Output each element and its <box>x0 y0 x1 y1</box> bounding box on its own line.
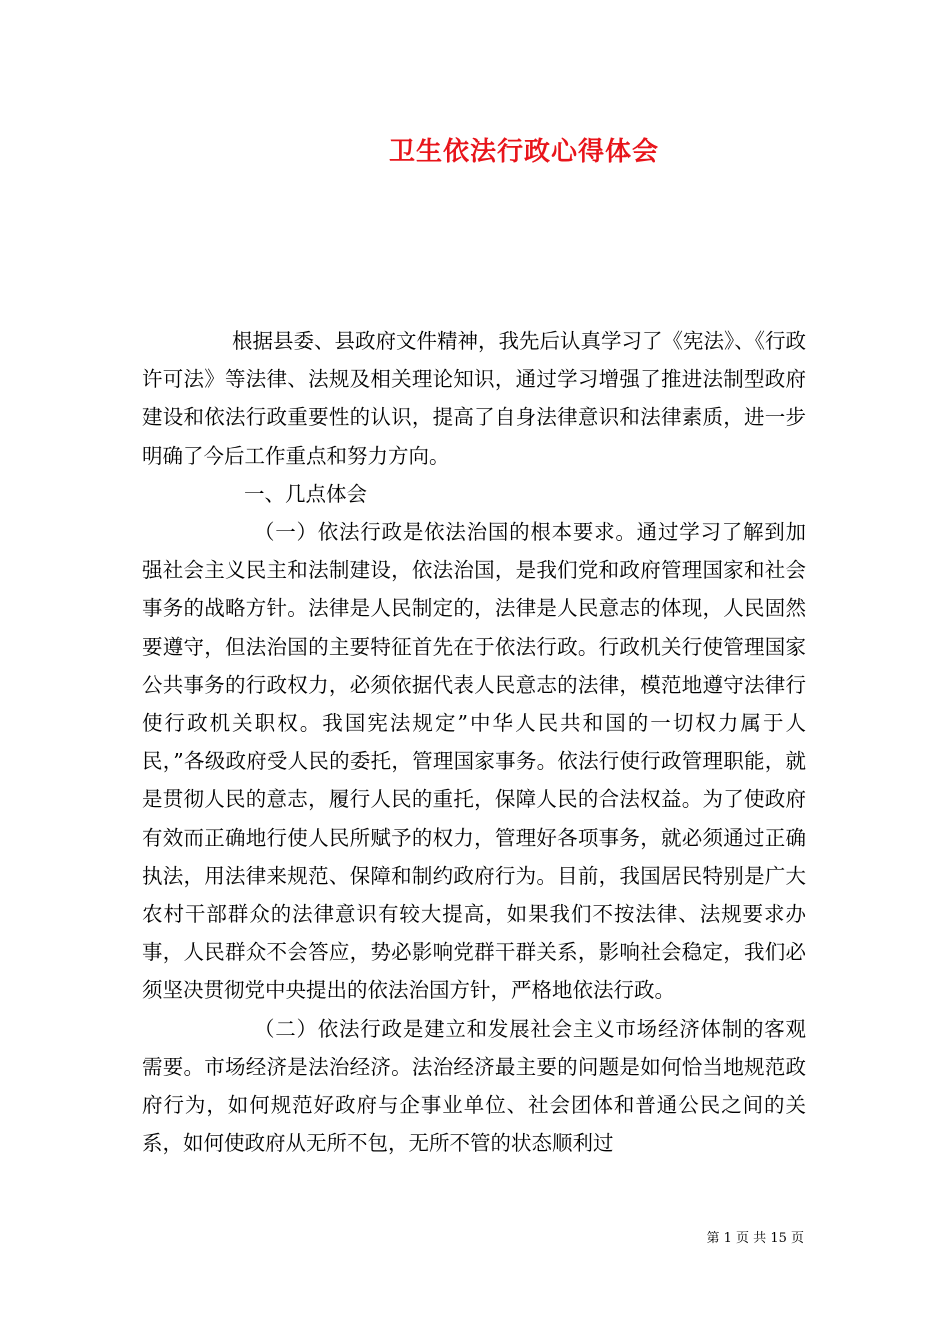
section-heading: 一、几点体会 <box>244 481 367 506</box>
subsection-two-paragraph: （二）依法行政是建立和发展社会主义市场经济体制的客观需要。市场经济是法治经济。法治经济最主要的问题是如何恰当地规范政府行为，如何规范好政府与企事业单位、社会团体和普通公民之间的关系，如何使政府从无所不包，无所不管的状态顺利过 <box>142 1016 806 1156</box>
document-title: 卫生依法行政心得体会 <box>388 137 659 167</box>
intro-paragraph: 根据县委、县政府文件精神，我先后认真学习了《宪法》、《行政许可法》等法律、法规及相关理论知识，通过学习增强了推进法制型政府建设和依法行政重要性的认识，提高了自身法律意识和法律素质，进一步明确了今后工作重点和努力方向。 <box>142 329 806 468</box>
document-body <box>142 322 806 1162</box>
subsection-one-paragraph: （一）依法行政是依法治国的根本要求。通过学习了解到加强社会主义民主和法制建设，依法治国，是我们党和政府管理国家和社会事务的战略方针。法律是人民制定的，法律是人民意志的体现，人民固然要遵守，但法治国的主要特征首先在于依法行政。行政机关行使管理国家公共事务的行政权力，必须依据代表人民意志的法律，模范地遵守法律行使行政机关职权。我国宪法规定”中华人民共和国的一切权力属于人民，”各级政府受人民的委托，管理国家事务。依法行使行政管理职能，就是贯彻人民的意志，履行人民的重托，保障人民的合法权益。为了使政府有效而正确地行使人民所赋予的权力，管理好各项事务，就必须通过正确执法，用法律来规范、保障和制约政府行为。目前，我国居民特别是广大农村干部群众的法律意识有较大提高，如果我们不按法律、法规要求办事，人民群众不会答应，势必影响党群干群关系，影响社会稳定，我们必须坚决贯彻党中央提出的依法治国方针，严格地依法行政。 <box>142 520 806 1003</box>
page-number-footer: 第 1 页 共 15 页 <box>706 1231 804 1246</box>
